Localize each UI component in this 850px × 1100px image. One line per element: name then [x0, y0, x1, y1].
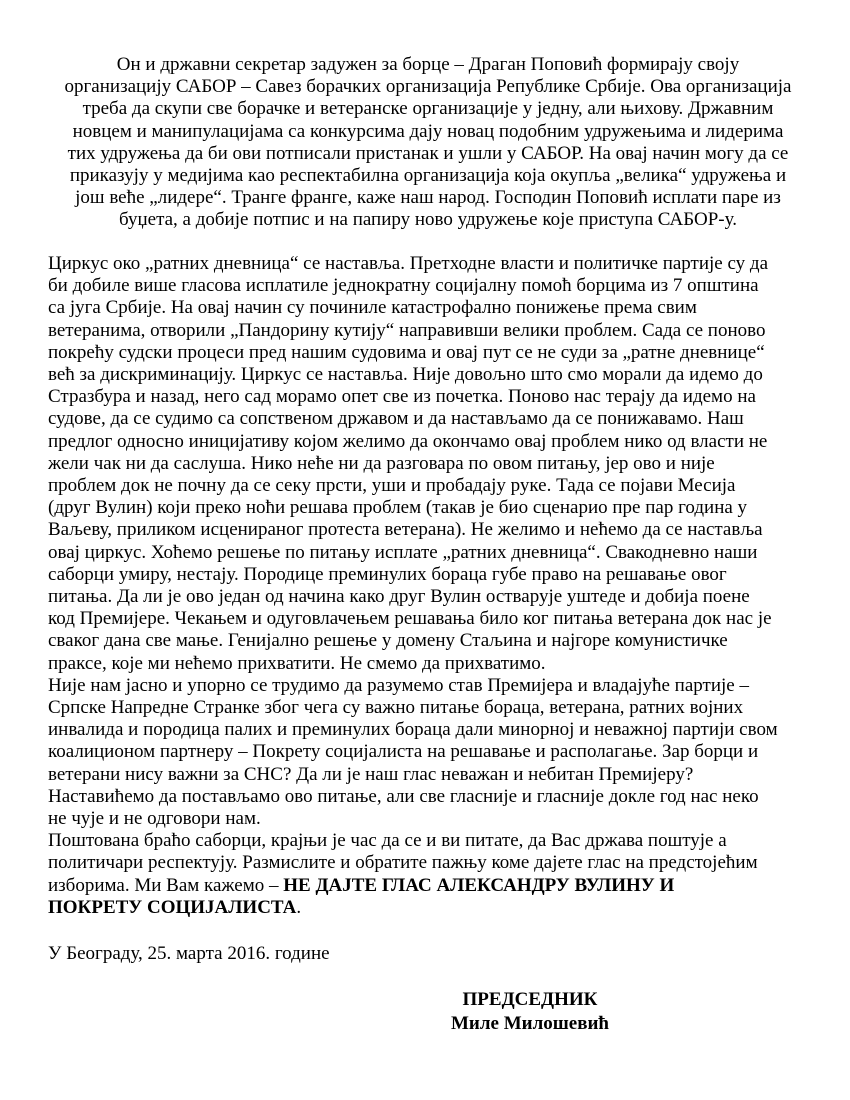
text-line: проблем док не почну да се секу прсти, уши и пробадају руке. Тада се појави Месија [48, 475, 736, 497]
text-line: код Премијере. Чекањем и одуговлачењем решавања било ког питања ветерана док нас је [48, 608, 772, 630]
text-line: не чује и не одговори нам. [48, 808, 261, 830]
text-line: новцем и манипулацијама са конкурсима дају новац подобним удружењима и лидерима [72, 120, 784, 142]
text-line: Није нам јасно и упорно се трудимо да разумемо став Премијера и владајуће партије – [48, 674, 749, 696]
text-line: саборци умиру, нестају. Породице преминулих бораца губе право на решавање овог [48, 563, 727, 585]
text-line: Српске Напредне Странке због чега су важно питање бораца, ветерана, ратних војних [48, 697, 744, 719]
text-line: предлог односно иницијативу којом желимо да окончамо овај проблем нико од власти не [48, 430, 768, 452]
text-line: сваког дана све мање. Генијално решење у домену Стаљина и најгоре комунистичке [48, 630, 728, 652]
text-line: Ваљеву, приликом исценираног протеста ветерана). Не желимо и нећемо да се наставља [48, 519, 763, 541]
text-line: треба да скупи све борачке и ветеранске организације у једну, али њихову. Државним [82, 98, 774, 120]
closing-bold-appeal-2: ПОКРЕТУ СОЦИЈАЛИСТА [48, 896, 297, 918]
text-line: коалиционом партнеру – Покрету социјалиста на решавање и располагање. Зар борци и [48, 741, 759, 763]
text-line: са југа Србије. На овај начин су починиле катастрофално понижење према свим [48, 297, 697, 319]
text-line: већ за дискриминацију. Циркус се наставља. Није довољно што смо морали да идемо до [48, 364, 763, 386]
text-line: (друг Вулин) који преко ноћи решава проблем (такав је био сценарио пре пар година у [48, 497, 748, 519]
text-line: Он и државни секретар задужен за борце – Драган Поповић формирају своју [116, 54, 740, 75]
text-line: још веће „лидере“. Транге франге, каже наш народ. Господин Поповић исплати паре из [75, 187, 781, 209]
signature-title: ПРЕДСЕДНИК [462, 989, 598, 1010]
text-line: тих удружења да би ови потписали пристанак и ушли у САБОР. На овај начин могу да се [67, 142, 789, 164]
date-line: У Београду, 25. марта 2016. године [48, 943, 330, 964]
text-line: приказују у медијима као респектабилна организација која окупља „велика“ удружења и [69, 165, 787, 187]
closing-line-2 [48, 897, 818, 919]
text-line: праксе, које ми нећемо прихватити. Не смемо да прихватимо. [48, 652, 546, 674]
text-line: судове, да се судимо са сопственом државом и да настављамо да се понижавамо. Наш [48, 408, 744, 430]
text-line: би добиле више гласова исплатиле једнократну социјалну помоћ борцима из 7 општина [48, 275, 759, 297]
closing-line [48, 875, 818, 897]
text-line: ветеранима, отворили „Пандорину кутију“ направивши велики проблем. Сада се поново [48, 319, 766, 341]
text-line: Поштована браћо саборци, крајњи је час да се и ви питате, да Вас држава поштује а [48, 830, 727, 852]
closing-line-start: изборима. Ми Вам кажемо – [48, 874, 284, 896]
text-line: политичари респектују. Размислите и обратите пажњу коме дајете глас на предстојећим [48, 852, 758, 874]
text-line: жели чак ни да саслуша. Нико неће ни да разговара по овом питању, јер ово и није [48, 452, 715, 474]
text-line: Стразбура и назад, него сад морамо опет све из почетка. Поново нас терају да идемо на [48, 386, 756, 408]
signature-name: Миле Милошевић [450, 1013, 609, 1034]
closing-period: . [296, 896, 302, 918]
text-line: организацију САБОР – Савез борачких организација Републике Србије. Ова организација [64, 76, 792, 98]
text-line: овај циркус. Хоћемо решење по питању исплате „ратних дневница“. Свакодневно наши [48, 541, 758, 563]
closing-bold-appeal-1: НЕ ДАЈТЕ ГЛАС АЛЕКСАНДРУ ВУЛИНУ И [283, 874, 675, 896]
paragraph-war-allowances [48, 253, 818, 919]
signature-block [440, 988, 620, 1036]
text-line: буџета, а добије потпис и на папиру ново удружење које приступа САБОР-у. [119, 209, 737, 231]
text-line: ветерани нису важни за СНС? Да ли је наш глас неважан и небитан Премијеру? [48, 763, 694, 785]
text-line: Циркус око „ратних дневница“ се наставља. Претходне власти и политичке партије су да [48, 253, 769, 274]
text-line: питања. Да ли је ово један од начина како друг Вулин остварује уштеде и добија поене [48, 586, 750, 608]
text-line: покрећу судски процеси пред нашим судовима и овај пут се не суди за „ратне дневнице“ [48, 341, 765, 363]
paragraph-sabor [48, 54, 808, 232]
text-line: инвалида и породица палих и преминулих бораца дали минорној и неважној партији свом [48, 719, 778, 741]
text-line: Наставићемо да постављамо ово питање, али све гласније и гласније докле год нас неко [48, 785, 759, 807]
